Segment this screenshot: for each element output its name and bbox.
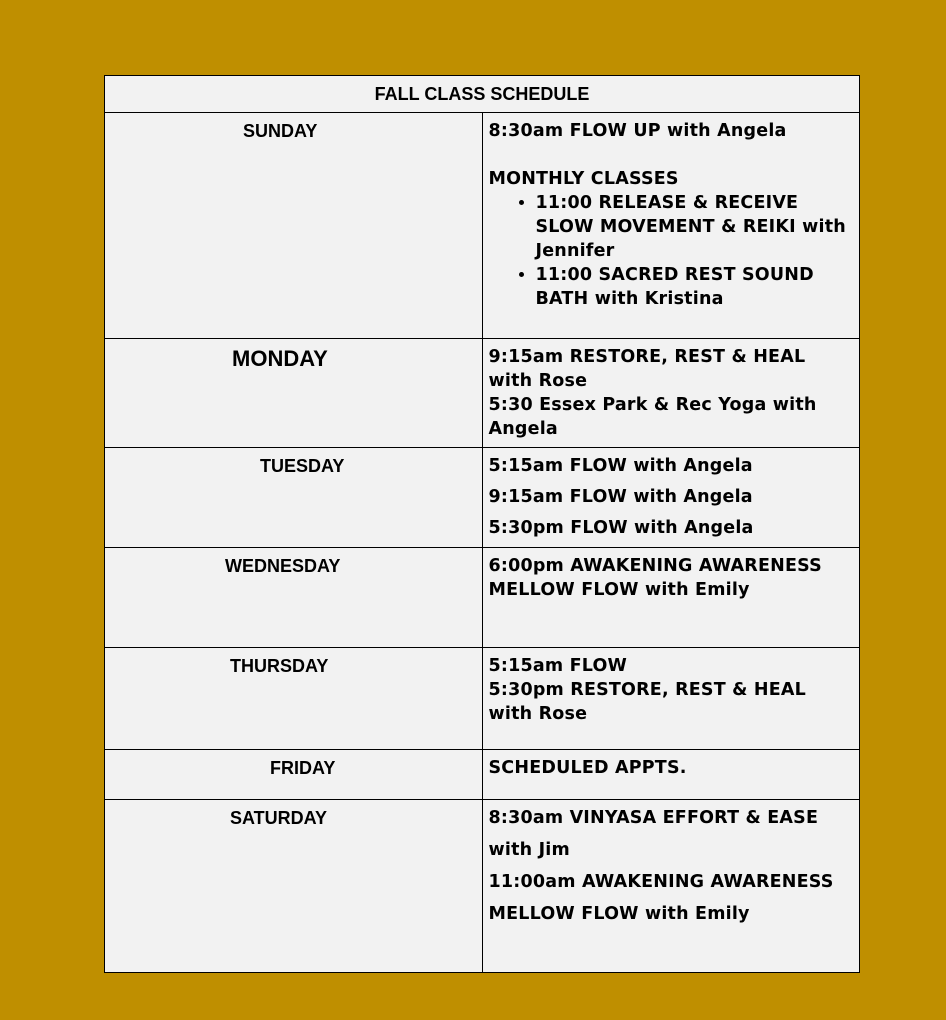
day-cell-tuesday (105, 448, 483, 548)
schedule-table (104, 75, 860, 973)
table-row (105, 800, 860, 973)
class-entry: 5:30pm RESTORE, REST & HEAL with Rose (488, 680, 807, 724)
classes-cell-friday (482, 750, 860, 800)
class-entry: 6:00pm AWAKENING AWARENESS MELLOW FLOW with Emily (488, 556, 822, 600)
classes-cell-thursday (482, 648, 860, 750)
day-label: FRIDAY (270, 758, 336, 778)
table-row (105, 548, 860, 648)
day-cell-monday (105, 339, 483, 448)
class-entry: 9:15am FLOW with Angela (488, 487, 753, 507)
classes-cell-wednesday (482, 548, 860, 648)
class-entry: SCHEDULED APPTS. (488, 758, 687, 778)
class-entry: 9:15am RESTORE, REST & HEAL with Rose (488, 347, 806, 391)
classes-cell-tuesday (482, 448, 860, 548)
day-cell-sunday (105, 113, 483, 339)
class-entry: 8:30am FLOW UP with Angela (488, 121, 787, 141)
class-entry: 5:30 Essex Park & Rec Yoga with Angela (488, 395, 817, 439)
classes-cell-saturday (482, 800, 860, 973)
table-row (105, 648, 860, 750)
classes-cell-monday (482, 339, 860, 448)
day-label: TUESDAY (260, 456, 345, 476)
class-entry: 5:15am FLOW (488, 656, 628, 676)
day-label: THURSDAY (230, 656, 329, 676)
class-entry: 5:30pm FLOW with Angela (488, 518, 754, 538)
title-row (105, 76, 860, 113)
day-label: WEDNESDAY (225, 556, 341, 576)
class-entry: 5:15am FLOW with Angela (488, 456, 753, 476)
day-label: SATURDAY (230, 808, 328, 828)
day-cell-wednesday (105, 548, 483, 648)
table-row (105, 750, 860, 800)
table-row (105, 113, 860, 339)
day-cell-thursday (105, 648, 483, 750)
day-cell-saturday (105, 800, 483, 973)
schedule-title: FALL CLASS SCHEDULE (105, 76, 860, 113)
day-cell-friday (105, 750, 483, 800)
class-entry: 11:00am AWAKENING AWARENESS MELLOW FLOW with Emily (488, 872, 834, 924)
table-row (105, 448, 860, 548)
day-label: SUNDAY (243, 121, 318, 141)
monthly-heading: MONTHLY CLASSES (488, 169, 679, 189)
monthly-list (489, 191, 854, 311)
list-item: • 11:00 SACRED REST SOUND BATH with Kristina (536, 263, 854, 311)
classes-cell-sunday (482, 113, 860, 339)
class-entry: 8:30am VINYASA EFFORT & EASE with Jim (488, 808, 819, 860)
list-item: • 11:00 RELEASE & RECEIVE SLOW MOVEMENT & REIKI with Jennifer (536, 191, 854, 263)
table-row (105, 339, 860, 448)
schedule-sheet (104, 75, 860, 972)
day-label: MONDAY (232, 346, 328, 371)
